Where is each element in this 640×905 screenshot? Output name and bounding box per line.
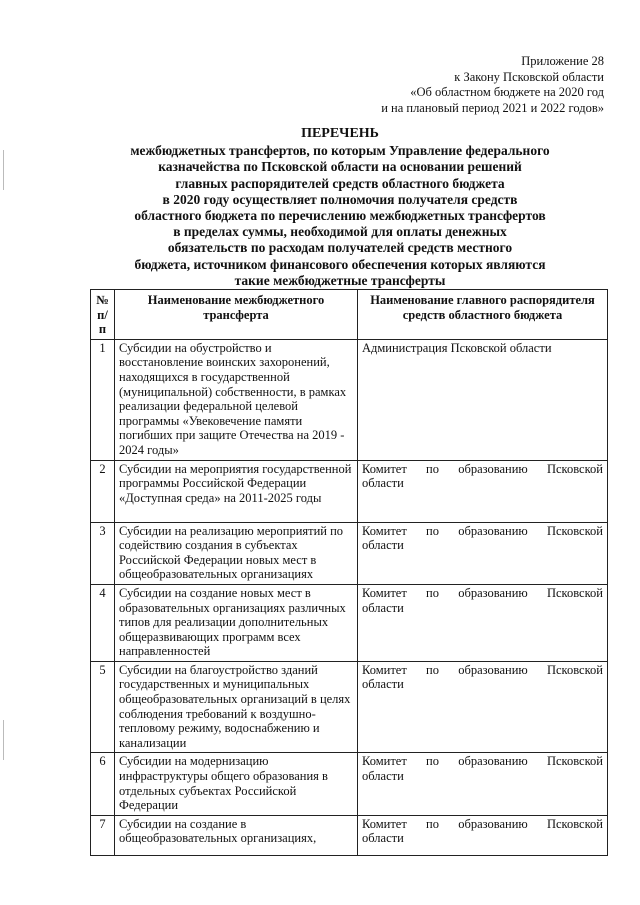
title-line: обязательств по расходам получателей средств местного [167,240,513,256]
administrator-text: Комитет по образованию Псковской [362,662,603,677]
row-number: 3 [91,522,115,584]
administrator [358,584,608,661]
table-row [91,661,608,753]
transfer-name: Субсидии на создание в общеобразовательных организациях, [115,815,358,855]
appendix-line: «Об областном бюджете на 2020 год [410,85,604,99]
header-num: № п/п [91,290,115,340]
administrator [358,522,608,584]
title-line: главных распорядителей средств областного бюджета [175,175,505,191]
title-line: межбюджетных трансфертов, по которым Управление федерального [130,143,550,159]
table-header-row [91,290,608,340]
title-line: бюджета, источником финансового обеспечения которых являются [134,256,546,272]
row-number: 7 [91,815,115,855]
administrator-text: Комитет по образованию Псковской [362,585,603,600]
appendix-line: к Закону Псковской области [454,69,604,84]
administrator [358,815,608,855]
appendix-line: Приложение 28 [521,54,604,68]
title-line: в пределах суммы, необходимой для оплаты денежных [173,224,507,240]
table-row [91,815,608,855]
table-row [91,339,608,460]
transfer-name: Субсидии на мероприятия государственной программы Российской Федерации «Доступная среда» на 2011-2025 годы [115,460,358,522]
administrator [358,753,608,815]
administrator [358,661,608,753]
administrator-text: Комитет по образованию Псковской [362,461,603,476]
administrator-text: Администрация Псковской области [362,340,552,355]
appendix-note [381,54,604,116]
title-line: областного бюджета по перечислению межбюджетных трансфертов [134,208,546,224]
administrator-text-tail: области [362,831,404,846]
transfer-name: Субсидии на реализацию мероприятий по содействию создания в субъектах Российской Федерации новых мест в общеобразовательных организациях [115,522,358,584]
administrator [358,339,608,460]
table-row [91,460,608,522]
transfer-name: Субсидии на благоустройство зданий государственных и муниципальных общеобразовательных организаций в целях соблюдения требований к воздушно-тепловому режиму, водоснабжению и канализации [115,661,358,753]
row-number: 4 [91,584,115,661]
transfer-name: Субсидии на модернизацию инфраструктуры общего образования в отдельных субъектах Российской Федерации [115,753,358,815]
title-line: в 2020 году осуществляет полномочия получателя средств [162,191,518,207]
title-line: казначейства по Псковской области на основании решений [158,159,522,175]
title-line: такие межбюджетные трансферты [234,272,446,288]
administrator-text: Комитет по образованию Псковской [362,816,603,831]
administrator-text-tail: области [362,538,404,553]
scan-margin-mark [3,150,4,190]
transfers-table [90,289,608,856]
administrator-text: Комитет по образованию Псковской [362,523,603,538]
administrator [358,460,608,522]
transfer-name: Субсидии на обустройство и восстановление воинских захоронений, находящихся в государственной (муниципальной) собственности, в рамках реализации федеральной целевой программы «Увековечение памяти погибших при защите Отечества на 2019 - 2024 годы» [115,339,358,460]
transfer-name: Субсидии на создание новых мест в образовательных организациях различных типов для реализации дополнительных общеразвивающих программ всех направленностей [115,584,358,661]
administrator-text-tail: области [362,769,404,784]
administrator-text-tail: области [362,476,404,491]
row-number: 6 [91,753,115,815]
table-row [91,522,608,584]
scan-margin-mark [3,720,4,760]
administrator-text: Комитет по образованию Псковской [362,754,603,769]
header-administrator: Наименование главного распорядителя средств областного бюджета [358,290,608,340]
header-transfer-name: Наименование межбюджетного трансферта [115,290,358,340]
row-number: 5 [91,661,115,753]
row-number: 2 [91,460,115,522]
table-row [91,584,608,661]
table-row [91,753,608,815]
appendix-line: и на плановый период 2021 и 2022 годов» [381,100,604,115]
row-number: 1 [91,339,115,460]
administrator-text-tail: области [362,677,404,692]
document-title [60,126,620,289]
title-heading: ПЕРЕЧЕНЬ [301,126,379,141]
administrator-text-tail: области [362,600,404,615]
